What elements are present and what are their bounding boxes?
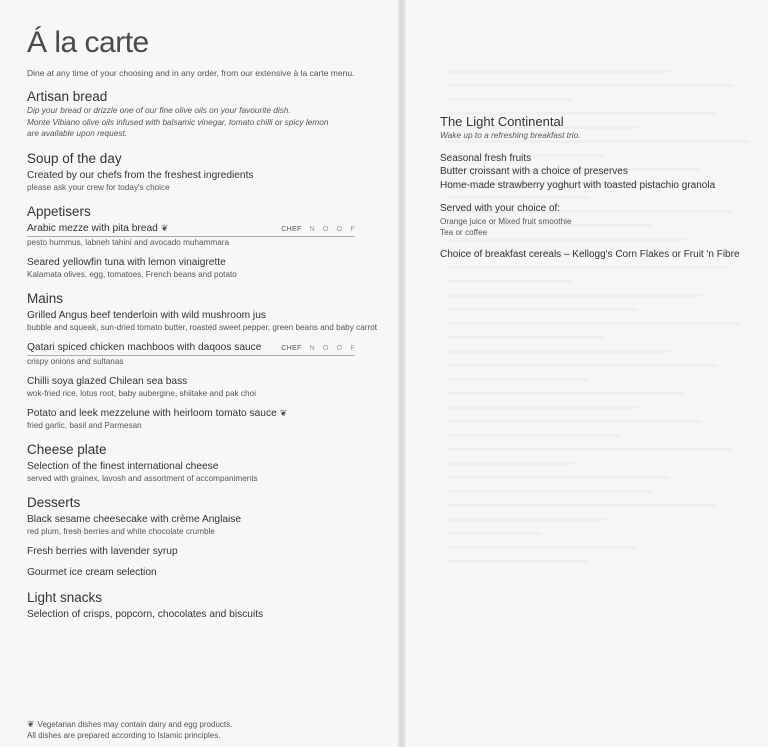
footer-text: Vegetarian dishes may contain dairy and egg products. [37, 720, 233, 729]
section-description: are available upon request. [27, 128, 128, 138]
page-gutter [398, 0, 406, 747]
section-heading: Mains [27, 290, 64, 306]
breakfast-item: Butter croissant with a choice of preserves [440, 166, 628, 177]
chef-letter: O [322, 344, 329, 352]
dish [27, 375, 398, 399]
dish [27, 341, 398, 367]
section-description: Dip your bread or drizzle one of our fine olive oils on your favourite dish. [27, 105, 291, 115]
section-description: Monte Vibiano olive oils infused with balsamic vinegar, tomato chilli or spicy lemon [27, 116, 329, 127]
breakfast-item: Seasonal fresh fruits [440, 152, 532, 164]
breakfast-item: Home-made strawberry yoghurt with toasted pistachio granola [440, 179, 716, 191]
intro-text: Dine at any time of your choosing and in any order, from our extensive à la carte menu. [27, 68, 355, 78]
chef-letter: O [322, 225, 329, 233]
dish-description: fried garlic, basil and Parmesan [27, 420, 142, 430]
section-mains [27, 290, 398, 431]
section-light-snacks [27, 589, 398, 621]
chef-marker [281, 342, 355, 355]
dish-name-row [27, 222, 355, 237]
section-cheese [27, 441, 398, 484]
leaf-icon: ❦ [160, 222, 169, 233]
chef-letter: O [336, 225, 343, 233]
section-heading: Appetisers [27, 203, 91, 219]
chef-letter: N [309, 225, 315, 233]
chef-marker [281, 223, 355, 236]
dish-description: served with grainex, lavosh and assortment of accompaniments [27, 473, 258, 483]
chef-letter: F [350, 225, 355, 233]
served-option: Tea or coffee [440, 227, 488, 237]
dish-description: please ask your crew for today's choice [27, 182, 170, 192]
dish [27, 513, 398, 537]
dish-name: Selection of the finest international cheese [27, 460, 219, 472]
footer-notes [27, 719, 232, 741]
dish-description: red plum, fresh berries and white chocolate crumble [27, 526, 215, 536]
dish [27, 407, 398, 431]
dish [27, 545, 398, 558]
dish-name: Fresh berries with lavender syrup [27, 545, 178, 557]
dish-name: Selection of crisps, popcorn, chocolates and biscuits [27, 608, 264, 620]
dish-name: Arabic mezze with pita bread [27, 222, 158, 234]
dish [27, 256, 398, 280]
chef-letter: F [350, 344, 355, 352]
chef-label: CHEF [281, 344, 302, 352]
section-appetisers [27, 203, 398, 280]
dish [27, 309, 398, 333]
dish-name: Qatari spiced chicken machboos with daqoos sauce [27, 341, 262, 353]
footer-line [27, 719, 232, 730]
served-option: Orange juice or Mixed fruit smoothie [440, 216, 572, 226]
dish [27, 460, 398, 484]
dish-description: pesto hummus, labneh tahini and avocado muhammara [27, 237, 230, 247]
section-heading: The Light Continental [440, 114, 564, 129]
page-title: Á la carte [27, 26, 149, 59]
served-with [440, 202, 768, 238]
light-continental-section [440, 113, 768, 261]
dish-description: crispy onions and sultanas [27, 356, 124, 366]
dish-description: wok-fried rice, lotus root, baby aubergine, shiitake and pak choi [27, 388, 256, 398]
section-soup [27, 150, 398, 193]
chef-letter: O [336, 344, 343, 352]
dish-description: Kalamata olives, egg, tomatoes, French beans and potato [27, 269, 237, 279]
section-heading: Desserts [27, 494, 81, 510]
dish-name: Created by our chefs from the freshest ingredients [27, 169, 254, 181]
dish-name: Gourmet ice cream selection [27, 566, 157, 578]
dish [27, 169, 398, 193]
right-page [406, 0, 768, 747]
dish-name: Grilled Angus beef tenderloin with wild mushroom jus [27, 309, 266, 321]
section-heading: Light snacks [27, 589, 103, 605]
chef-letter: N [309, 344, 315, 352]
dish-description: bubble and squeak, sun-dried tomato butter, roasted sweet pepper, green beans and baby carrot [27, 322, 378, 332]
breakfast-items [440, 152, 768, 193]
section-heading: Cheese plate [27, 441, 107, 457]
footer-text: All dishes are prepared according to Islamic principles. [27, 731, 221, 740]
dish [27, 608, 398, 621]
leaf-icon: ❦ [27, 719, 35, 729]
leaf-icon: ❦ [279, 407, 288, 418]
dish [27, 222, 398, 248]
served-title: Served with your choice of: [440, 203, 561, 214]
dish-name: Black sesame cheesecake with crème Anglaise [27, 513, 242, 525]
section-artisan-bread [27, 88, 398, 140]
cereals [440, 248, 768, 262]
dish-name: Chilli soya glazed Chilean sea bass [27, 375, 188, 387]
dish-name: Potato and leek mezzelune with heirloom tomato sauce [27, 407, 277, 419]
cereals-choice: Choice of breakfast cereals – Kellogg's Corn Flakes or Fruit 'n Fibre [440, 248, 740, 260]
dish-name-row [27, 407, 398, 420]
chef-label: CHEF [281, 225, 302, 233]
section-heading: Soup of the day [27, 150, 122, 166]
dish-name-row [27, 341, 355, 356]
section-tagline: Wake up to a refreshing breakfast trio. [440, 130, 581, 140]
dish-name: Seared yellowfin tuna with lemon vinaigrette [27, 256, 226, 268]
section-desserts [27, 494, 398, 579]
dish [27, 566, 398, 579]
section-heading: Artisan bread [27, 89, 108, 104]
